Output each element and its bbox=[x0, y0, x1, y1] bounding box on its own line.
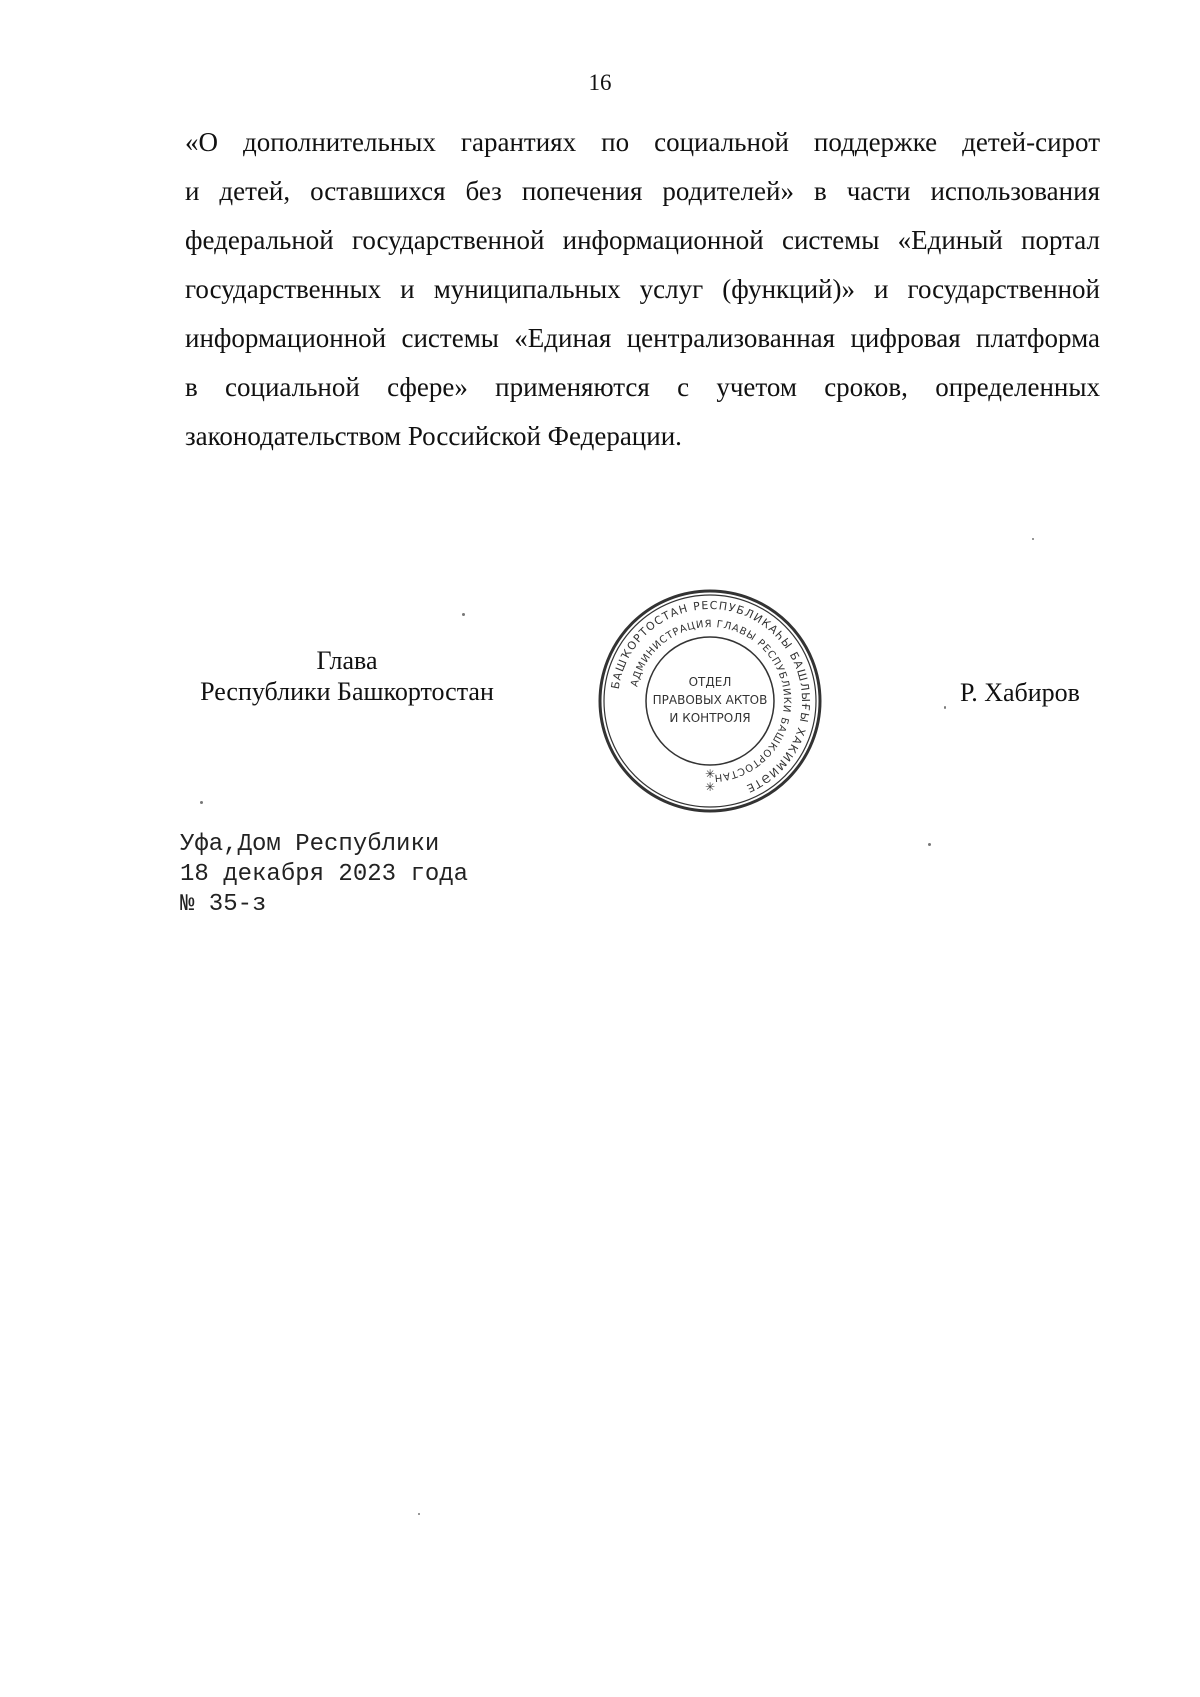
body-line: «О дополнительных гарантиях по социальной поддержке детей-сирот bbox=[185, 127, 1100, 157]
body-line: в социальной сфере» применяются с учетом сроков, определенных bbox=[185, 372, 1100, 402]
stamp-center-line: ОТДЕЛ bbox=[688, 675, 732, 689]
scan-speck bbox=[200, 801, 203, 804]
stamp-center-line: ПРАВОВЫХ АКТОВ bbox=[652, 693, 768, 707]
official-stamp bbox=[597, 588, 823, 814]
scan-speck bbox=[418, 1513, 420, 1515]
body-line: законодательством Российской Федерации. bbox=[185, 421, 682, 451]
body-line: и детей, оставшихся без попечения родителей» в части использования bbox=[185, 176, 1100, 206]
scan-speck bbox=[928, 843, 931, 846]
stamp-outer-text: БАШҠОРТОСТАН РЕСПУБЛИКАҺЫ БАШЛЫҒЫ ХАКИМИӘТЕ bbox=[608, 598, 813, 796]
page-number: 16 bbox=[588, 70, 612, 95]
body-line: федеральной государственной информационной системы «Единый портал bbox=[185, 225, 1100, 255]
signer-name: Р. Хабиров bbox=[960, 678, 1080, 707]
scan-speck bbox=[462, 613, 465, 616]
stamp-star-icon: ✳ bbox=[704, 767, 716, 781]
signatory-title bbox=[182, 645, 512, 707]
issue-date: 18 декабря 2023 года bbox=[180, 861, 469, 888]
issue-place: Уфа,Дом Республики bbox=[180, 831, 440, 858]
signatory-title-line: Республики Башкортостан bbox=[200, 677, 494, 706]
stamp-star-icon: ✳ bbox=[704, 780, 716, 794]
stamp-center-line: И КОНТРОЛЯ bbox=[669, 711, 751, 725]
stamp-inner-text: АДМИНИСТРАЦИЯ ГЛАВЫ РЕСПУБЛИКИ БАШКОРТОСТАН bbox=[629, 618, 793, 783]
body-line: информационной системы «Единая централизованная цифровая платформа bbox=[185, 323, 1100, 353]
body-line: государственных и муниципальных услуг (функций)» и государственной bbox=[185, 274, 1100, 304]
scan-speck bbox=[1032, 538, 1034, 540]
issue-number: № 35-з bbox=[180, 891, 267, 918]
issue-info bbox=[180, 830, 468, 920]
scan-speck bbox=[944, 706, 946, 709]
signatory-title-line: Глава bbox=[316, 646, 378, 675]
body-paragraph bbox=[185, 118, 1100, 461]
